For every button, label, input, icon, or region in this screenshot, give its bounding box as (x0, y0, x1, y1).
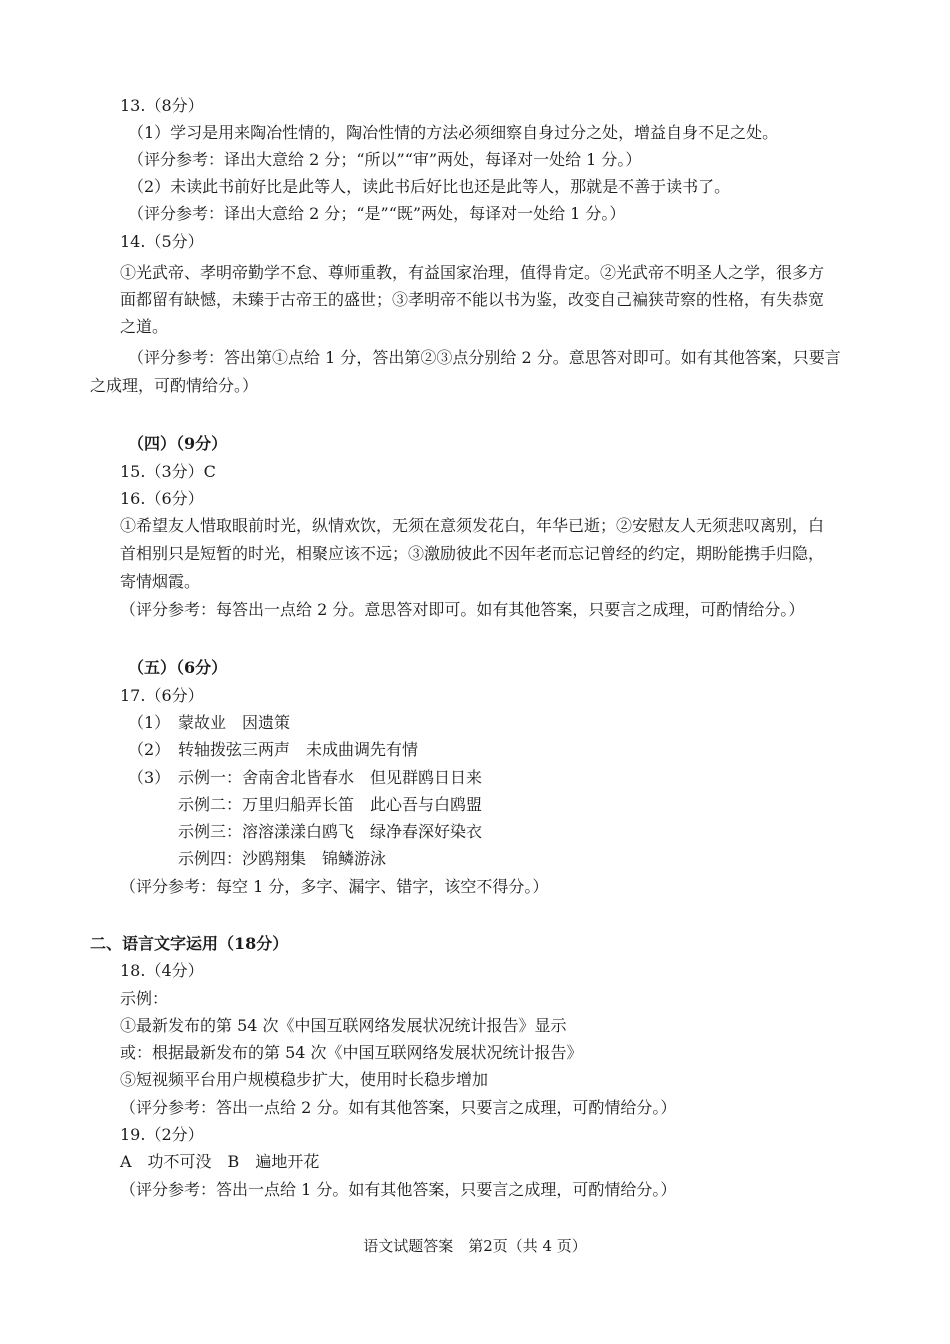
q18-note-1: （评分参考：答出一点给 2 分。如有其他答案，只要言之成理，可酌情给分。） (120, 1098, 677, 1117)
q18-line-3: ⑤短视频平台用户规模稳步扩大，使用时长稳步增加 (120, 1070, 489, 1089)
q16-line-1: ①希望友人惜取眼前时光，纵情欢饮，无须在意须发花白，年华已逝；②安慰友人无须悲叹离别，白 (120, 516, 825, 535)
q15-answer: 15.（3分）C (120, 462, 216, 481)
q17-part-2-label: （2） (128, 740, 171, 759)
q19-note-1: （评分参考：答出一点给 1 分。如有其他答案，只要言之成理，可酌情给分。） (120, 1180, 677, 1199)
q17-example-1: 示例一：舍南舍北皆春水 但见群鸥日日来 (178, 768, 483, 787)
q16-line-3: 寄情烟霞。 (120, 572, 201, 591)
q17-part-1-text: 蒙故业 因遗策 (178, 713, 291, 732)
q14-line-2: 面都留有缺憾，未臻于古帝王的盛世；③孝明帝不能以书为鉴，改变自己褊狭苛察的性格，有失恭宽 (120, 290, 825, 309)
section-5-title: （五）（6分） (128, 658, 228, 677)
q13-answer-2: （2）未读此书前好比是此等人，读此书后好比也还是此等人，那就是不善于读书了。 (128, 177, 731, 196)
q19-header: 19.（2分） (120, 1125, 204, 1144)
q17-example-4: 示例四：沙鸥翔集 锦鳞游泳 (178, 849, 387, 868)
q18-line-1: ①最新发布的第 54 次《中国互联网络发展状况统计报告》显示 (120, 1016, 567, 1035)
q17-part-3-label: （3） (128, 768, 171, 787)
q13-note-1: （评分参考：译出大意给 2 分；“所以”“审”两处，每译对一处给 1 分。） (128, 150, 642, 169)
page-footer: 语文试题答案 第2页（共 4 页） (363, 1237, 587, 1255)
q18-example-label: 示例： (120, 989, 169, 1008)
q17-note-1: （评分参考：每空 1 分，多字、漏字、错字，该空不得分。） (120, 877, 549, 896)
q13-answer-1: （1）学习是用来陶冶性情的，陶冶性情的方法必须细察自身过分之处，增益自身不足之处。 (128, 123, 779, 142)
section-4-title: （四）（9分） (128, 434, 228, 453)
q17-example-2: 示例二：万里归船弄长笛 此心吾与白鸥盟 (178, 795, 483, 814)
q18-header: 18.（4分） (120, 961, 204, 980)
q14-line-3: 之道。 (120, 317, 169, 336)
q19-line-1: A 功不可没 B 遍地开花 (120, 1152, 320, 1171)
q14-note-2: 之成理，可酌情给分。） (90, 376, 259, 395)
q14-line-1: ①光武帝、孝明帝勤学不怠、尊师重教，有益国家治理，值得肯定。②光武帝不明圣人之学，很多方 (120, 263, 825, 282)
q17-part-2-text: 转轴拨弦三两声 未成曲调先有情 (178, 740, 419, 759)
q17-example-3: 示例三：溶溶漾漾白鸥飞 绿净春深好染衣 (178, 822, 483, 841)
q18-line-2: 或：根据最新发布的第 54 次《中国互联网络发展状况统计报告》 (120, 1043, 583, 1062)
q14-header: 14.（5分） (120, 232, 204, 251)
q16-header: 16.（6分） (120, 489, 204, 508)
q13-header: 13.（8分） (120, 96, 204, 115)
q16-line-2: 首相别只是短暂的时光，相聚应该不远；③激励彼此不因年老而忘记曾经的约定，期盼能携手归隐， (120, 544, 825, 563)
q13-note-2: （评分参考：译出大意给 2 分；“是”“既”两处，每译对一处给 1 分。） (128, 204, 626, 223)
q17-part-1-label: （1） (128, 713, 171, 732)
q17-header: 17.（6分） (120, 686, 204, 705)
part-2-title: 二、语言文字运用（18分） (90, 934, 289, 953)
q16-note-1: （评分参考：每答出一点给 2 分。意思答对即可。如有其他答案，只要言之成理，可酌情给分。） (120, 600, 805, 619)
q14-note-1: （评分参考：答出第①点给 1 分，答出第②③点分别给 2 分。意思答对即可。如有其他答案，只要言 (128, 348, 841, 367)
